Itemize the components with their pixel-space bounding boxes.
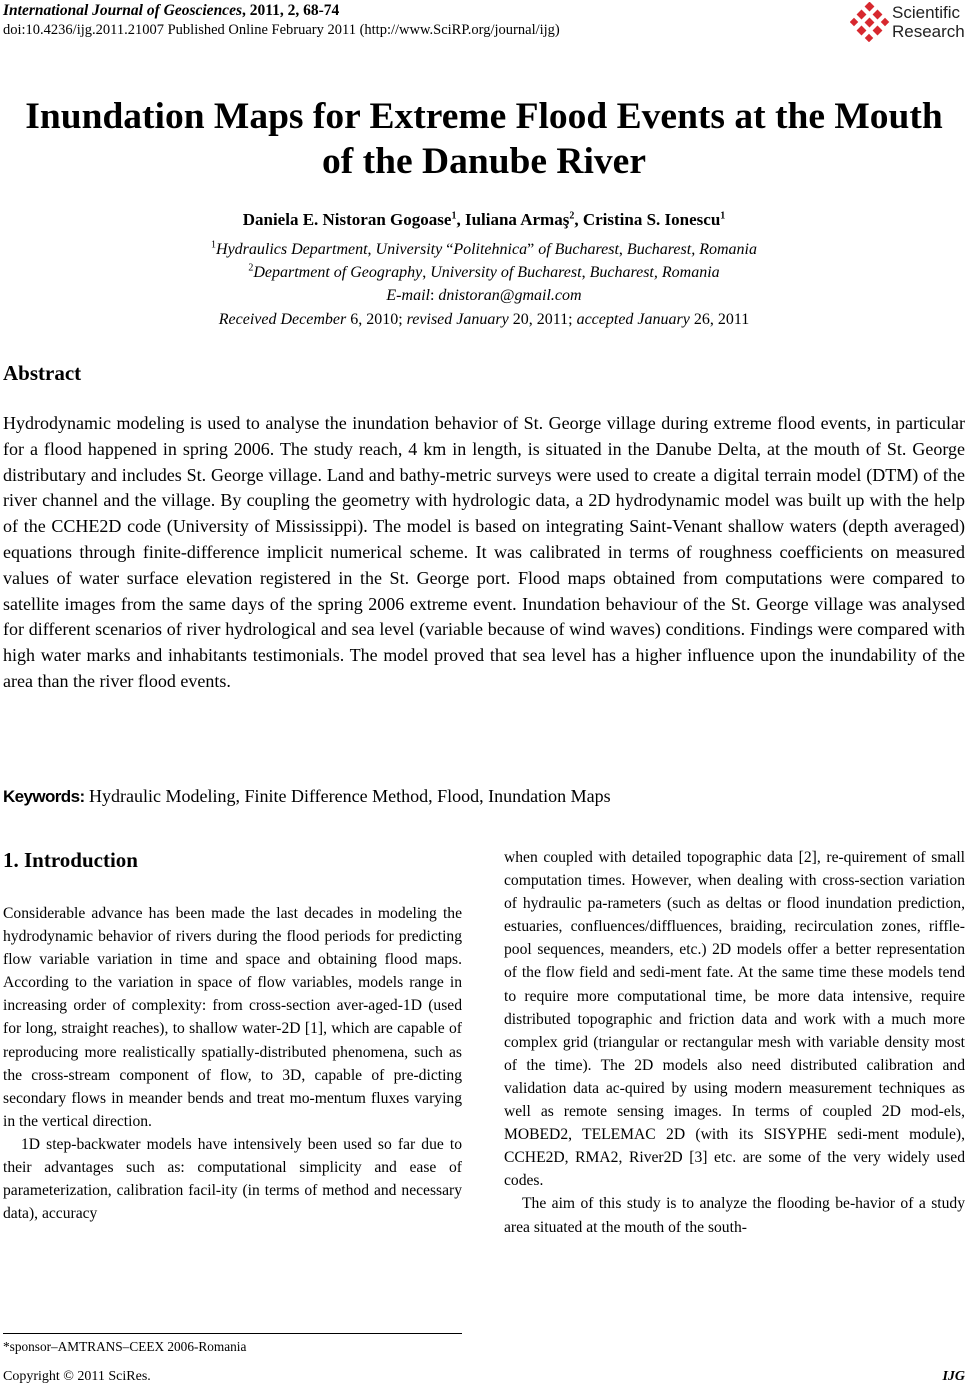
affiliation-university: University <box>375 241 443 258</box>
journal-issue: , 2011, 2, 68-74 <box>241 2 340 19</box>
email-separator: : <box>429 287 439 304</box>
affiliation-mark: 2 <box>248 262 254 274</box>
keywords-label: Keywords: <box>3 787 85 806</box>
affiliation-dept: Hydraulics Department <box>216 241 368 258</box>
affiliation-separator: , <box>367 241 376 258</box>
author-affiliation-mark: 1 <box>720 210 726 222</box>
affiliation-separator: , <box>618 241 627 258</box>
introduction-heading: 1. Introduction <box>3 848 138 872</box>
author-name: Cristina S. Ionescu <box>582 210 721 229</box>
copyright-notice: Copyright © 2011 SciRes. <box>3 1369 151 1384</box>
affiliation-2 <box>0 264 968 282</box>
left-column <box>3 902 462 1225</box>
author-name: Iuliana Armaş <box>464 210 570 229</box>
publisher-logo-text <box>892 3 965 41</box>
affiliation-1 <box>0 241 968 259</box>
paragraph: The aim of this study is to analyze the flooding be-havior of a study area situated at the mouth of the south- <box>504 1195 965 1236</box>
author-separator: , <box>456 210 465 229</box>
keywords-text: Hydraulic Modeling, Finite Difference Method, Flood, Inundation Maps <box>84 786 611 806</box>
affiliation-university: University of Bucharest <box>430 264 582 281</box>
publisher-logo <box>850 2 968 42</box>
affiliation-mark: 1 <box>211 239 217 251</box>
affiliation-separator: , <box>581 264 590 281</box>
dates-line <box>0 311 968 329</box>
author-separator: , <box>574 210 583 229</box>
publisher-logo-icon <box>850 2 890 42</box>
paper-title-line1: Inundation Maps for Extreme Flood Events at the Mouth <box>25 96 943 137</box>
received-label: Received December <box>218 311 347 328</box>
journal-name: International Journal of Geosciences <box>3 2 242 19</box>
paragraph: 1D step-backwater models have intensively been used so far due to their advantages such as: computational simplicity and ease of parameterization, calibration facil-ity (in terms of method and necessary data), accuracy <box>3 1135 462 1223</box>
affiliation-city-of: of Bucharest <box>538 241 619 258</box>
footnote-divider <box>3 1333 462 1334</box>
received-date: 6, 2010; <box>346 311 407 328</box>
accepted-label: accepted January <box>576 311 690 328</box>
affiliation-separator: ” <box>527 241 539 258</box>
affiliation-dept: Department of Geography <box>253 264 423 281</box>
accepted-date: 26, 2011 <box>689 311 750 328</box>
email-label: E-mail <box>386 287 430 304</box>
journal-abbreviation: IJG <box>942 1369 965 1384</box>
affiliation-location: Bucharest, Romania <box>589 264 720 281</box>
affiliation-university-name: Politehnica <box>453 241 528 258</box>
paragraph: when coupled with detailed topographic data [2], re-quirement of small computation times. However, when dealing with cross-section variation of hydraulic pa-rameters (such as deltas or flood inundation prediction, estuaries, confluences/diffluences, braiding, recirculation zones, riffle-pool sequences, meanders, etc.) 2D models offer a better representation of the flow field and sedi-ment fate. At the same time these models tend to require more computational time, be more data intensive, require distributed topographic and friction data and work with a much more complex grid (triangular or rectangular mesh with variable density most of the time). The 2D models also need distributed calibration and validation data ac-quired by using modern measurement techniques as well as remote sensing images. In terms of coupled 2D mod-els, MOBED2, TELEMAC 2D (with its SISYPHE sedi-ment module), CCHE2D, RMA2, River2D [3] etc. are some of the very widely used codes. <box>504 849 965 1190</box>
affiliation-separator: “ <box>442 241 454 258</box>
publisher-logo-line1: Scientific <box>892 3 961 22</box>
keywords-line <box>3 786 611 807</box>
author-affiliation-mark: 1 <box>451 210 457 222</box>
right-column <box>504 846 965 1239</box>
revised-label: revised January <box>406 311 509 328</box>
abstract-text: Hydrodynamic modeling is used to analyse the inundation behavior of St. George village during extreme flood events, in particular for a flood happened in spring 2006. The study reach, 4 km in length, is situated in the Danube Delta, at the mouth of St. George distributary and includes St. George village. Land and bathy-metric surveys were used to create a digital terrain model (DTM) of the river channel and the village. By coupling the geometry with hydrologic data, a 2D hydrodynamic model was built up with the help of the CCHE2D code (University of Mississippi). The model is based on integrating Saint-Venant shallow waters (depth averaged) equations through finite-difference implicit numerical scheme. It was calibrated in terms of roughness coefficients on measured values of water surface elevation registered in the St. George port. Flood maps obtained from computations were compared to satellite images from the same days of the spring 2006 extreme event. Inundation behaviour of the St. George village was analysed for different scenarios of river hydrological and sea level (variable because of wind waves) conditions. Findings were compared with high water marks and inhabitants testimonials. The model proved that sea level has a higher influence upon the inundability of the area than the river flood events. <box>3 413 965 691</box>
revised-date: 20, 2011; <box>508 311 577 328</box>
doi-line: doi:10.4236/ijg.2011.21007 Published Online February 2011 (http://www.SciRP.org/journal/ijg) <box>3 22 560 38</box>
footnote: *sponsor–AMTRANS–CEEX 2006-Romania <box>3 1339 247 1354</box>
email-line <box>0 287 968 305</box>
email-address[interactable]: dnistoran@gmail.com <box>438 287 582 304</box>
author-list <box>0 210 968 230</box>
affiliation-location: Bucharest, Romania <box>626 241 757 258</box>
affiliation-separator: , <box>422 264 431 281</box>
author-affiliation-mark: 2 <box>569 210 575 222</box>
abstract-heading: Abstract <box>3 361 82 385</box>
author-name: Daniela E. Nistoran Gogoase <box>242 210 452 229</box>
paper-title <box>0 94 968 184</box>
paper-title-line2: of the Danube River <box>322 141 646 182</box>
publisher-logo-line2: Research <box>892 22 965 41</box>
paragraph: Considerable advance has been made the last decades in modeling the hydrodynamic behavior of rivers during the flood periods for predicting flow variable variation in time and space and obtaining flood maps. According to the variation in space of flow variables, models range in increasing order of complexity: from cross-section aver-aged-1D (used for long, straight reaches), to shallow water-2D [1], which are capable of reproducing more realistically spatially-distributed phenomena, such as the cross-stream component of flow, to 3D, capable of pre-dicting secondary flows in meander bends and treat mo-mentum fluxes varying in the vertical direction. <box>3 905 462 1130</box>
journal-header <box>3 2 339 20</box>
